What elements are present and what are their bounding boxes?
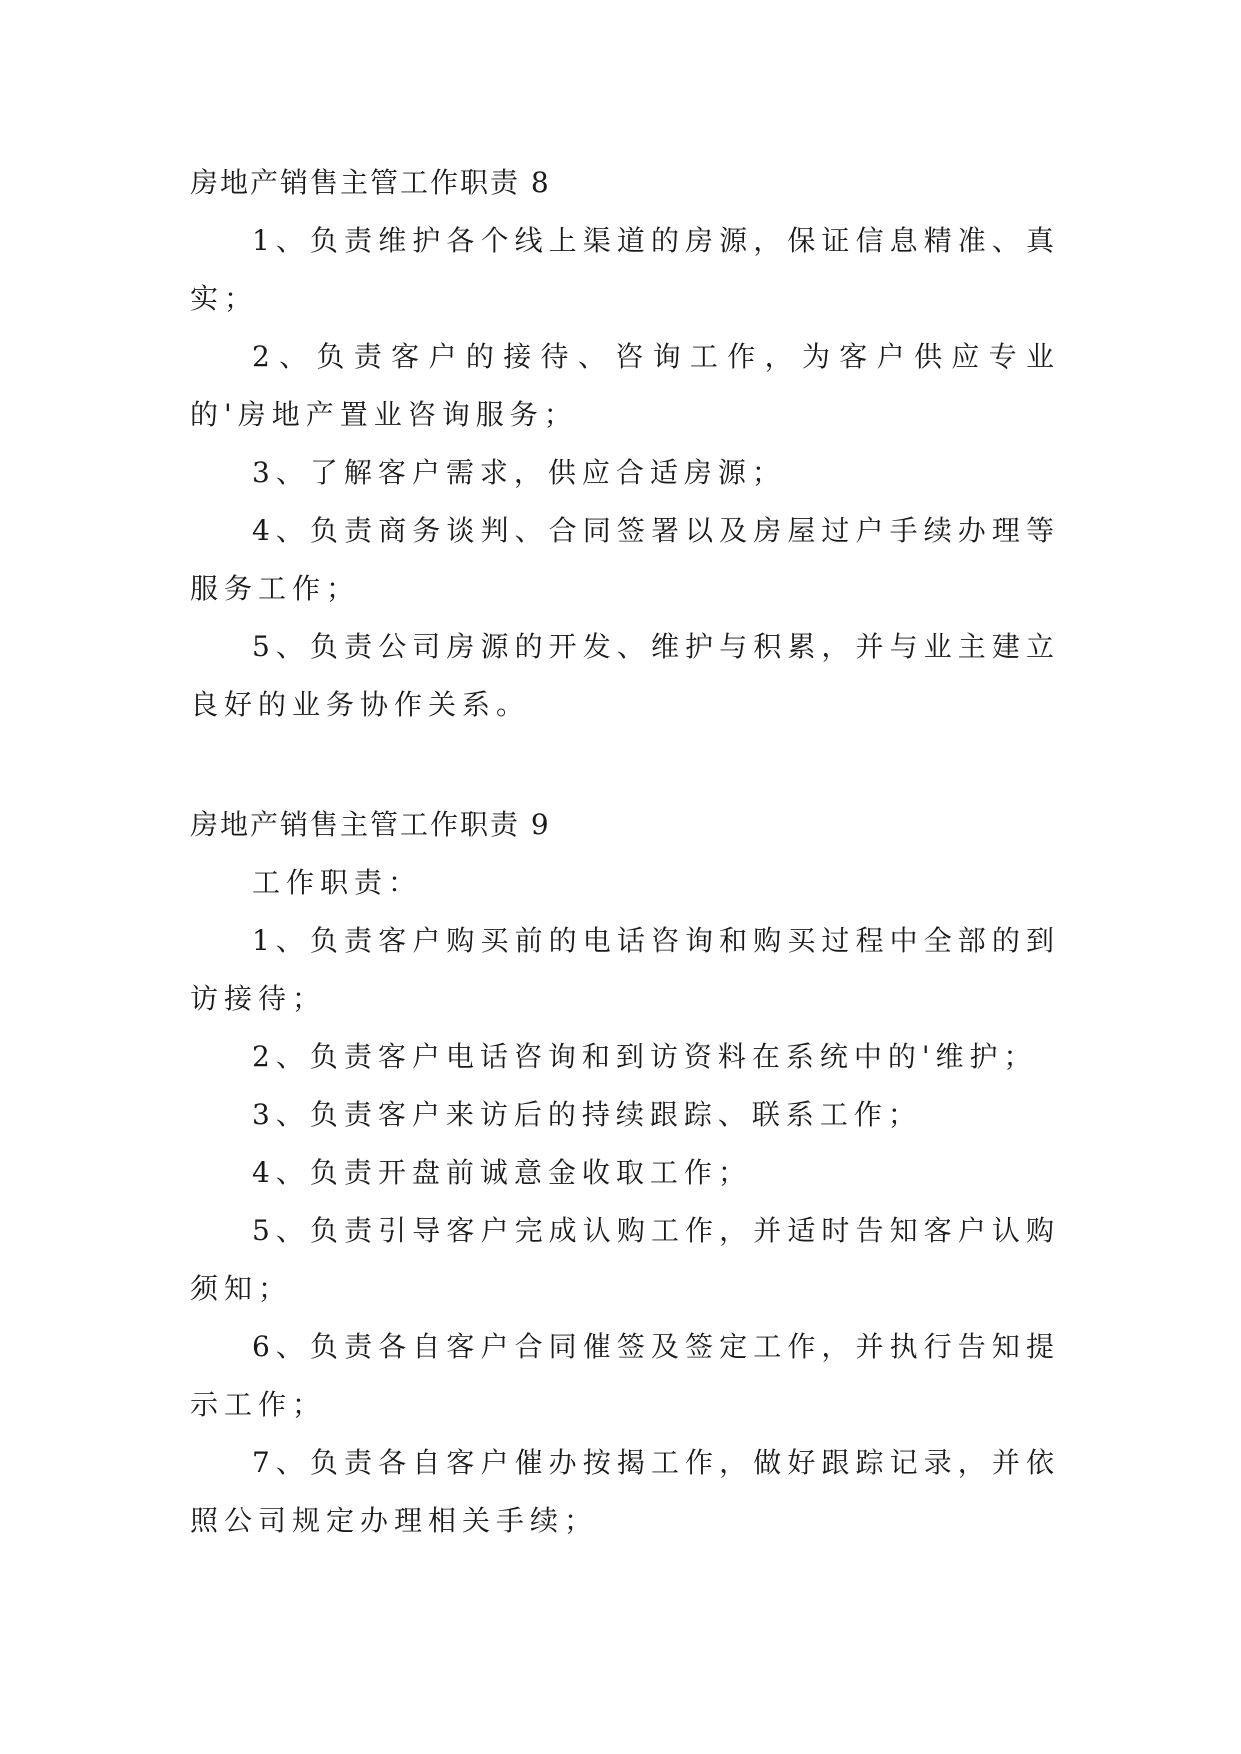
paragraph: 4、负责开盘前诚意金收取工作； [252, 1156, 752, 1189]
section-8 [190, 154, 1060, 734]
section-9 [190, 796, 1060, 1550]
paragraph: 5、负责引导客户完成认购工作，并适时告知客户认购须知； [190, 1214, 1060, 1305]
paragraph: 2、负责客户电话咨询和到访资料在系统中的'维护； [252, 1040, 1038, 1073]
paragraph: 2、负责客户的接待、咨询工作，为客户供应专业的'房地产置业咨询服务； [190, 340, 1060, 431]
paragraph: 6、负责各自客户合同催签及签定工作，并执行告知提示工作； [190, 1330, 1060, 1421]
document-body [190, 154, 1060, 1550]
paragraph-heading: 工作职责： [252, 866, 423, 899]
paragraph: 1、负责维护各个线上渠道的房源，保证信息精准、真实； [190, 224, 1060, 315]
paragraph: 1、负责客户购买前的电话咨询和购买过程中全部的到访接待； [190, 924, 1060, 1015]
section-title: 房地产销售主管工作职责 8 [190, 166, 551, 199]
paragraph: 3、了解客户需求，供应合适房源； [252, 456, 786, 489]
paragraph: 3、负责客户来访后的持续跟踪、联系工作； [252, 1098, 922, 1131]
section-title: 房地产销售主管工作职责 9 [190, 808, 551, 841]
paragraph: 7、负责各自客户催办按揭工作，做好跟踪记录，并依照公司规定办理相关手续； [190, 1446, 1060, 1537]
paragraph: 5、负责公司房源的开发、维护与积累，并与业主建立良好的业务协作关系。 [190, 630, 1060, 721]
paragraph: 4、负责商务谈判、合同签署以及房屋过户手续办理等服务工作； [190, 514, 1060, 605]
